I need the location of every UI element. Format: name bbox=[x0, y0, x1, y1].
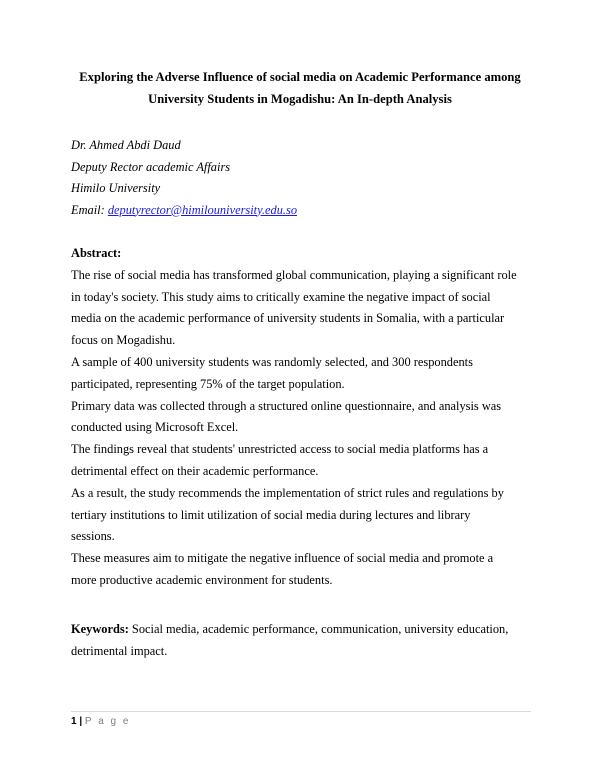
abstract-line: detrimental effect on their academic performance. bbox=[71, 463, 319, 478]
keywords-label: Keywords: bbox=[71, 622, 129, 636]
keywords-text: Social media, academic performance, communication, university education, bbox=[128, 622, 509, 636]
abstract-paragraph-1 bbox=[71, 265, 541, 352]
abstract-heading: Abstract: bbox=[71, 246, 122, 260]
abstract-line: in today's society. This study aims to critically examine the negative impact of social bbox=[71, 289, 491, 304]
title-line-1: Exploring the Adverse Influence of social media on Academic Performance among bbox=[79, 70, 521, 84]
paper-title bbox=[40, 66, 560, 110]
page-number: 1 bbox=[71, 716, 77, 727]
page-label: P a g e bbox=[84, 716, 131, 727]
abstract-line: A sample of 400 university students was randomly selected, and 300 respondents bbox=[71, 354, 473, 369]
footer-divider bbox=[71, 711, 531, 712]
author-name: Dr. Ahmed Abdi Daud bbox=[71, 138, 181, 152]
abstract-paragraph-6 bbox=[71, 548, 541, 592]
author-block bbox=[71, 135, 297, 221]
keywords-section bbox=[71, 619, 508, 663]
footer-separator: | bbox=[76, 716, 85, 727]
abstract-paragraph-4 bbox=[71, 439, 541, 483]
abstract-line: The findings reveal that students' unrestricted access to social media platforms has a bbox=[71, 442, 489, 457]
abstract-line: focus on Mogadishu. bbox=[71, 333, 176, 348]
page-footer bbox=[71, 715, 130, 729]
keywords-line-1 bbox=[71, 619, 508, 641]
author-email-row bbox=[71, 200, 297, 222]
keywords-line-2: detrimental impact. bbox=[71, 643, 168, 658]
abstract-line: participated, representing 75% of the target population. bbox=[71, 376, 345, 391]
abstract-line: sessions. bbox=[71, 529, 115, 544]
author-institution: Himilo University bbox=[71, 181, 161, 195]
abstract-paragraph-3 bbox=[71, 396, 541, 440]
title-line-2: University Students in Mogadishu: An In-depth Analysis bbox=[148, 92, 452, 106]
abstract-line: The rise of social media has transformed global communication, playing a significant role bbox=[71, 267, 517, 282]
abstract-section bbox=[71, 243, 541, 592]
abstract-line: more productive academic environment for students. bbox=[71, 572, 333, 587]
email-link[interactable]: deputyrector@himilouniversity.edu.so bbox=[107, 202, 298, 217]
abstract-paragraph-2 bbox=[71, 352, 541, 396]
abstract-line: As a result, the study recommends the implementation of strict rules and regulations by bbox=[71, 485, 504, 500]
abstract-line: tertiary institutions to limit utilization of social media during lectures and library bbox=[71, 507, 471, 522]
abstract-paragraph-5 bbox=[71, 483, 541, 548]
author-position: Deputy Rector academic Affairs bbox=[71, 159, 231, 174]
email-label: Email: bbox=[71, 202, 108, 217]
abstract-line: conducted using Microsoft Excel. bbox=[71, 420, 239, 435]
abstract-line: Primary data was collected through a structured online questionnaire, and analysis was bbox=[71, 398, 502, 413]
abstract-line: media on the academic performance of university students in Somalia, with a particular bbox=[71, 311, 505, 326]
abstract-line: These measures aim to mitigate the negative influence of social media and promote a bbox=[71, 551, 494, 566]
